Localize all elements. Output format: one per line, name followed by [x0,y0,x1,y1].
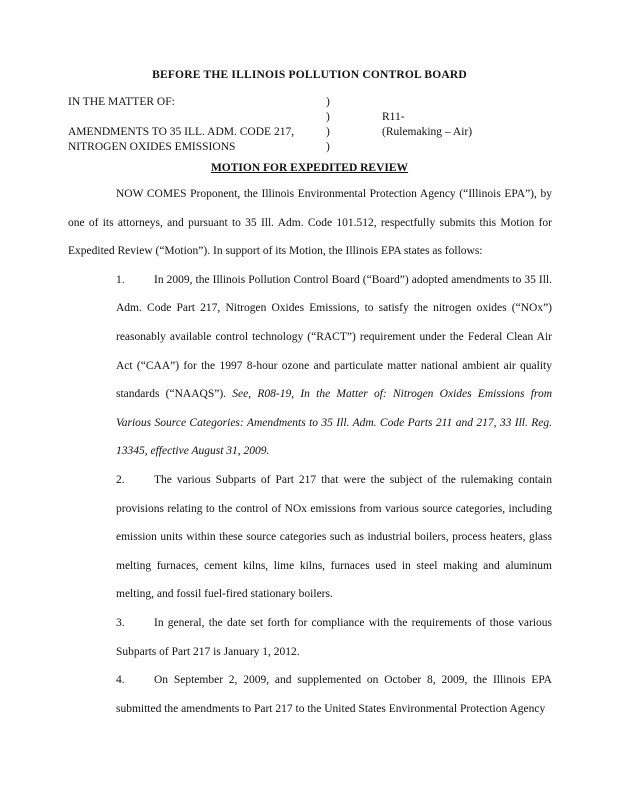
caption-left-line [68,110,328,125]
motion-heading: MOTION FOR EXPEDITED REVIEW [210,162,409,174]
board-title: BEFORE THE ILLINOIS POLLUTION CONTROL BOARD [152,69,467,81]
caption-left-line: NITROGEN OXIDES EMISSIONS [68,141,236,153]
numbered-paragraph-2 [68,466,552,609]
paragraph-citation: See, R08-19, In the Matter of: Nitrogen Oxides Emissions from Various Source Categories: Amendments to 35 Ill. Adm. Code Parts 211 and 217, 33 Ill. Reg. 13345, effective August 31, 2009. [116,388,553,458]
paragraph-number: 3. [116,616,125,629]
caption-paren: ) [326,96,330,108]
caption-right-line [382,140,562,155]
numbered-paragraph-1 [68,266,552,466]
paragraph-text: In general, the date set forth for compliance with the requirements of those various Subparts of Part 217 is January 1, 2012. [116,616,552,658]
paragraph-text: In 2009, the Illinois Pollution Control Board (“Board”) adopted amendments to 35 Ill. Adm. Code Part 217, Nitrogen Oxides Emissions, to satisfy the nitrogen oxides (“NOx”) reasonably available control technology (“RACT”) requirement under the Federal Clean Air Act (“CAA”) for the 1997 8-hour ozone and particulate matter national ambient air quality standards (“NAAQS”). [116,273,552,401]
paragraph-text: The various Subparts of Part 217 that were the subject of the rulemaking contain provisions relating to the control of NOx emissions from various source categories, including emission units within these source categories such as industrial boilers, process heaters, glass melting furnaces, cement kilns, lime kilns, furnaces used in steel making and aluminum melting, and fossil fuel-fired stationary boilers. [116,473,552,601]
intro-paragraph: NOW COMES Proponent, the Illinois Environmental Protection Agency (“Illinois EPA”), by one of its attorneys, and pursuant to 35 Ill. Adm. Code 101.512, respectfully submits this Motion for Expedited Review (“Motion”). In support of its Motion, the Illinois EPA states as follows: [68,188,552,258]
paragraph-number: 4. [116,674,125,687]
caption-parentheses [326,95,338,155]
caption-paren: ) [326,126,330,138]
paragraph-number: 1. [116,273,125,286]
docket-number: R11- [382,111,405,123]
caption-left-line: IN THE MATTER OF: [68,96,175,108]
caption-left-column [68,95,328,155]
numbered-paragraph-4 [68,666,552,723]
paragraph-number: 2. [116,473,125,486]
caption-right-line [382,95,562,110]
numbered-paragraph-3 [68,609,552,666]
rulemaking-type: (Rulemaking – Air) [382,126,473,138]
paragraph-text: On September 2, 2009, and supplemented on October 8, 2009, the Illinois EPA submitted the amendments to Part 217 to the United States Environmental Protection Agency [116,674,552,715]
caption-right-column [382,95,562,155]
caption-paren: ) [326,141,330,153]
caption-paren: ) [326,111,330,123]
motion-body [68,180,552,723]
caption-left-line: AMENDMENTS TO 35 ILL. ADM. CODE 217, [68,126,295,138]
